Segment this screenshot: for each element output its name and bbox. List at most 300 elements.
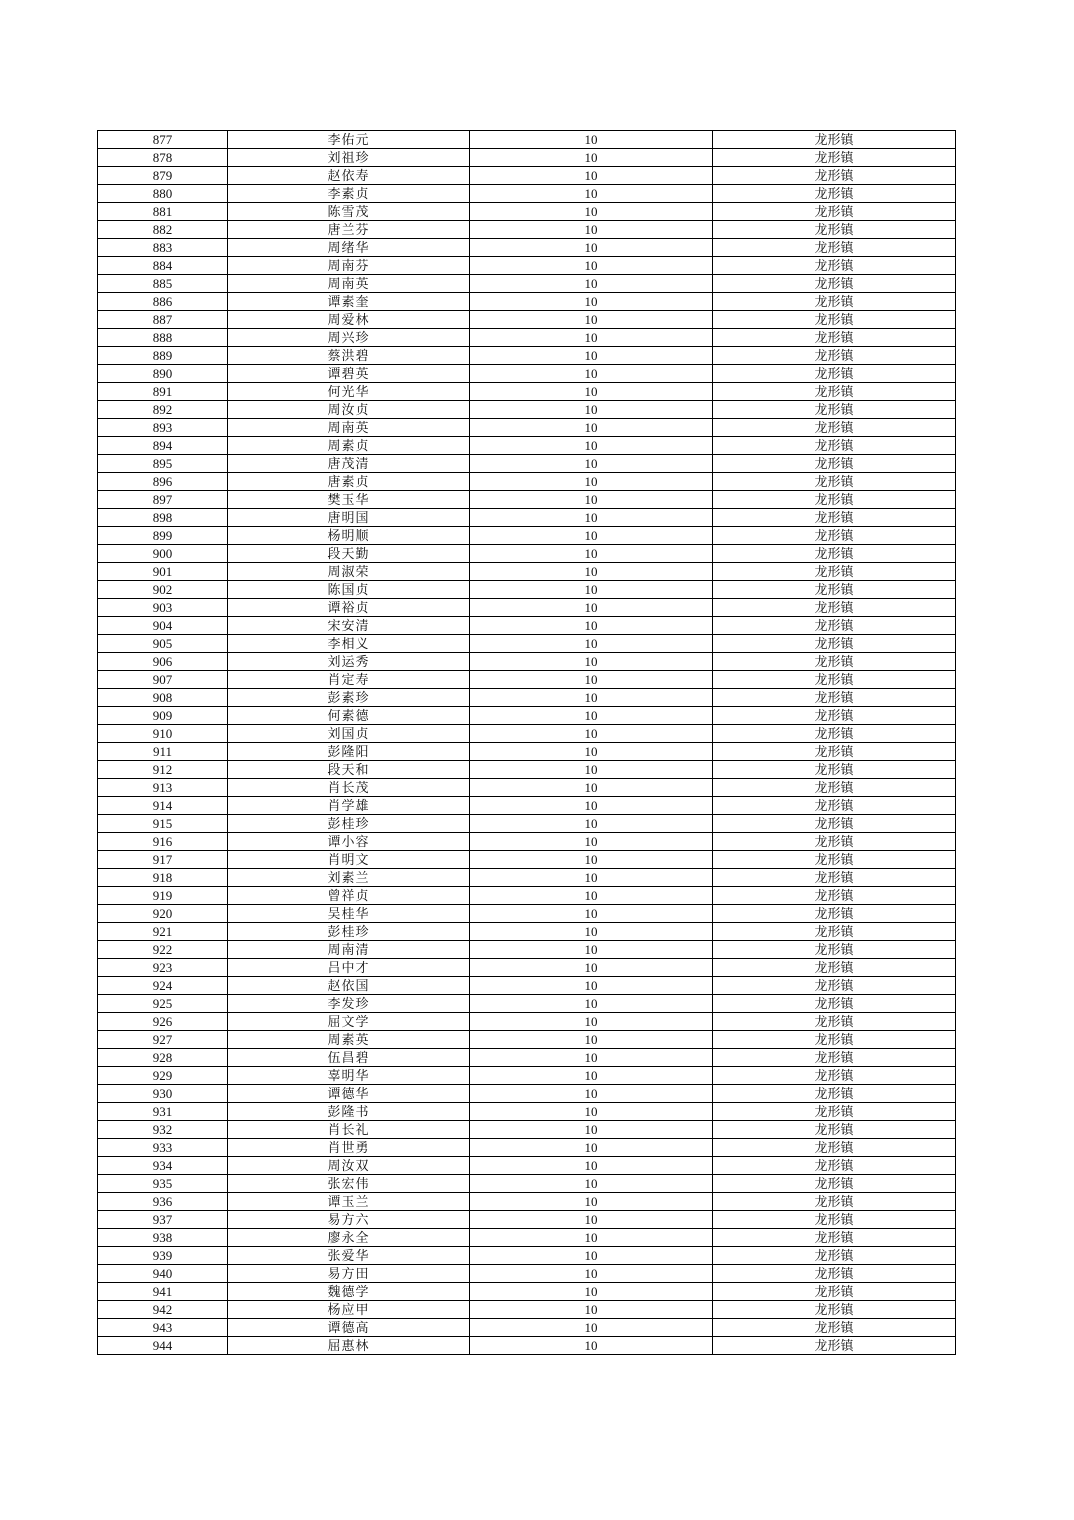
amount-cell: 10 <box>470 779 713 797</box>
table-row <box>98 1175 956 1193</box>
amount-cell: 10 <box>470 1265 713 1283</box>
table-row <box>98 905 956 923</box>
amount-cell: 10 <box>470 833 713 851</box>
row-number-cell: 894 <box>98 437 228 455</box>
amount-cell: 10 <box>470 1319 713 1337</box>
table-row <box>98 1139 956 1157</box>
amount-cell: 10 <box>470 905 713 923</box>
town-cell: 龙形镇 <box>713 509 956 527</box>
town-cell: 龙形镇 <box>713 1175 956 1193</box>
amount-cell: 10 <box>470 239 713 257</box>
town-cell: 龙形镇 <box>713 1121 956 1139</box>
name-cell: 周南清 <box>228 941 470 959</box>
town-cell: 龙形镇 <box>713 329 956 347</box>
table-row <box>98 851 956 869</box>
amount-cell: 10 <box>470 761 713 779</box>
table-row <box>98 1013 956 1031</box>
town-cell: 龙形镇 <box>713 275 956 293</box>
row-number-cell: 887 <box>98 311 228 329</box>
table-row <box>98 275 956 293</box>
amount-cell: 10 <box>470 473 713 491</box>
amount-cell: 10 <box>470 995 713 1013</box>
town-cell: 龙形镇 <box>713 239 956 257</box>
table-row <box>98 959 956 977</box>
name-cell: 周汝双 <box>228 1157 470 1175</box>
town-cell: 龙形镇 <box>713 1301 956 1319</box>
amount-cell: 10 <box>470 383 713 401</box>
town-cell: 龙形镇 <box>713 1265 956 1283</box>
town-cell: 龙形镇 <box>713 977 956 995</box>
row-number-cell: 898 <box>98 509 228 527</box>
amount-cell: 10 <box>470 437 713 455</box>
row-number-cell: 926 <box>98 1013 228 1031</box>
row-number-cell: 890 <box>98 365 228 383</box>
row-number-cell: 881 <box>98 203 228 221</box>
table-row <box>98 545 956 563</box>
name-cell: 张爱华 <box>228 1247 470 1265</box>
row-number-cell: 895 <box>98 455 228 473</box>
name-cell: 陈雪茂 <box>228 203 470 221</box>
amount-cell: 10 <box>470 1301 713 1319</box>
row-number-cell: 941 <box>98 1283 228 1301</box>
table-row <box>98 311 956 329</box>
town-cell: 龙形镇 <box>713 185 956 203</box>
name-cell: 易方六 <box>228 1211 470 1229</box>
amount-cell: 10 <box>470 869 713 887</box>
row-number-cell: 878 <box>98 149 228 167</box>
name-cell: 何素德 <box>228 707 470 725</box>
amount-cell: 10 <box>470 1067 713 1085</box>
town-cell: 龙形镇 <box>713 1319 956 1337</box>
town-cell: 龙形镇 <box>713 347 956 365</box>
amount-cell: 10 <box>470 689 713 707</box>
amount-cell: 10 <box>470 545 713 563</box>
table-row <box>98 203 956 221</box>
amount-cell: 10 <box>470 131 713 149</box>
name-cell: 肖世勇 <box>228 1139 470 1157</box>
table-row <box>98 635 956 653</box>
name-cell: 彭桂珍 <box>228 923 470 941</box>
town-cell: 龙形镇 <box>713 689 956 707</box>
table-row <box>98 1247 956 1265</box>
amount-cell: 10 <box>470 1283 713 1301</box>
name-cell: 刘国贞 <box>228 725 470 743</box>
name-cell: 赵依寿 <box>228 167 470 185</box>
row-number-cell: 925 <box>98 995 228 1013</box>
town-cell: 龙形镇 <box>713 581 956 599</box>
town-cell: 龙形镇 <box>713 1139 956 1157</box>
row-number-cell: 944 <box>98 1337 228 1355</box>
table-row <box>98 761 956 779</box>
table-row <box>98 473 956 491</box>
table-row <box>98 581 956 599</box>
town-cell: 龙形镇 <box>713 779 956 797</box>
row-number-cell: 914 <box>98 797 228 815</box>
row-number-cell: 936 <box>98 1193 228 1211</box>
row-number-cell: 912 <box>98 761 228 779</box>
row-number-cell: 922 <box>98 941 228 959</box>
name-cell: 杨应甲 <box>228 1301 470 1319</box>
amount-cell: 10 <box>470 1085 713 1103</box>
table-row <box>98 923 956 941</box>
name-cell: 樊玉华 <box>228 491 470 509</box>
town-cell: 龙形镇 <box>713 1157 956 1175</box>
table-row <box>98 671 956 689</box>
row-number-cell: 931 <box>98 1103 228 1121</box>
amount-cell: 10 <box>470 1139 713 1157</box>
row-number-cell: 893 <box>98 419 228 437</box>
amount-cell: 10 <box>470 653 713 671</box>
town-cell: 龙形镇 <box>713 743 956 761</box>
town-cell: 龙形镇 <box>713 1049 956 1067</box>
town-cell: 龙形镇 <box>713 1211 956 1229</box>
table-row <box>98 617 956 635</box>
name-cell: 周素贞 <box>228 437 470 455</box>
row-number-cell: 942 <box>98 1301 228 1319</box>
town-cell: 龙形镇 <box>713 1067 956 1085</box>
name-cell: 何光华 <box>228 383 470 401</box>
row-number-cell: 913 <box>98 779 228 797</box>
amount-cell: 10 <box>470 1229 713 1247</box>
row-number-cell: 924 <box>98 977 228 995</box>
table-row <box>98 1211 956 1229</box>
table-row <box>98 689 956 707</box>
name-cell: 唐明国 <box>228 509 470 527</box>
table-row <box>98 185 956 203</box>
amount-cell: 10 <box>470 1013 713 1031</box>
town-cell: 龙形镇 <box>713 545 956 563</box>
row-number-cell: 915 <box>98 815 228 833</box>
table-row <box>98 149 956 167</box>
amount-cell: 10 <box>470 149 713 167</box>
town-cell: 龙形镇 <box>713 563 956 581</box>
amount-cell: 10 <box>470 635 713 653</box>
town-cell: 龙形镇 <box>713 905 956 923</box>
row-number-cell: 917 <box>98 851 228 869</box>
name-cell: 肖学雄 <box>228 797 470 815</box>
amount-cell: 10 <box>470 923 713 941</box>
table-row <box>98 563 956 581</box>
town-cell: 龙形镇 <box>713 257 956 275</box>
table-row <box>98 1085 956 1103</box>
row-number-cell: 930 <box>98 1085 228 1103</box>
town-cell: 龙形镇 <box>713 887 956 905</box>
table-row <box>98 1157 956 1175</box>
amount-cell: 10 <box>470 347 713 365</box>
row-number-cell: 934 <box>98 1157 228 1175</box>
name-cell: 周素英 <box>228 1031 470 1049</box>
amount-cell: 10 <box>470 851 713 869</box>
amount-cell: 10 <box>470 491 713 509</box>
table-row <box>98 743 956 761</box>
amount-cell: 10 <box>470 167 713 185</box>
name-cell: 唐兰芬 <box>228 221 470 239</box>
table-row <box>98 725 956 743</box>
table-row <box>98 815 956 833</box>
amount-cell: 10 <box>470 1049 713 1067</box>
table-row <box>98 995 956 1013</box>
name-cell: 吕中才 <box>228 959 470 977</box>
table-row <box>98 131 956 149</box>
town-cell: 龙形镇 <box>713 293 956 311</box>
row-number-cell: 883 <box>98 239 228 257</box>
amount-cell: 10 <box>470 707 713 725</box>
amount-cell: 10 <box>470 257 713 275</box>
row-number-cell: 918 <box>98 869 228 887</box>
town-cell: 龙形镇 <box>713 221 956 239</box>
amount-cell: 10 <box>470 671 713 689</box>
table-row <box>98 365 956 383</box>
row-number-cell: 900 <box>98 545 228 563</box>
name-cell: 谭小容 <box>228 833 470 851</box>
name-cell: 谭德华 <box>228 1085 470 1103</box>
row-number-cell: 909 <box>98 707 228 725</box>
name-cell: 谭德高 <box>228 1319 470 1337</box>
name-cell: 周南英 <box>228 275 470 293</box>
row-number-cell: 905 <box>98 635 228 653</box>
row-number-cell: 879 <box>98 167 228 185</box>
row-number-cell: 938 <box>98 1229 228 1247</box>
town-cell: 龙形镇 <box>713 995 956 1013</box>
row-number-cell: 908 <box>98 689 228 707</box>
town-cell: 龙形镇 <box>713 527 956 545</box>
town-cell: 龙形镇 <box>713 1031 956 1049</box>
name-cell: 段天和 <box>228 761 470 779</box>
row-number-cell: 906 <box>98 653 228 671</box>
row-number-cell: 927 <box>98 1031 228 1049</box>
town-cell: 龙形镇 <box>713 815 956 833</box>
name-cell: 谭素奎 <box>228 293 470 311</box>
amount-cell: 10 <box>470 1193 713 1211</box>
table-row <box>98 1193 956 1211</box>
name-cell: 赵依国 <box>228 977 470 995</box>
name-cell: 宋安清 <box>228 617 470 635</box>
row-number-cell: 911 <box>98 743 228 761</box>
town-cell: 龙形镇 <box>713 203 956 221</box>
table-row <box>98 1301 956 1319</box>
name-cell: 彭隆阳 <box>228 743 470 761</box>
amount-cell: 10 <box>470 365 713 383</box>
name-cell: 周汝贞 <box>228 401 470 419</box>
name-cell: 周绪华 <box>228 239 470 257</box>
table-row <box>98 239 956 257</box>
name-cell: 段天勤 <box>228 545 470 563</box>
row-number-cell: 928 <box>98 1049 228 1067</box>
table-row <box>98 869 956 887</box>
town-cell: 龙形镇 <box>713 437 956 455</box>
name-cell: 李佑元 <box>228 131 470 149</box>
row-number-cell: 920 <box>98 905 228 923</box>
row-number-cell: 901 <box>98 563 228 581</box>
town-cell: 龙形镇 <box>713 419 956 437</box>
table-row <box>98 401 956 419</box>
amount-cell: 10 <box>470 1103 713 1121</box>
row-number-cell: 899 <box>98 527 228 545</box>
name-cell: 彭隆书 <box>228 1103 470 1121</box>
table-row <box>98 887 956 905</box>
row-number-cell: 932 <box>98 1121 228 1139</box>
amount-cell: 10 <box>470 959 713 977</box>
town-cell: 龙形镇 <box>713 923 956 941</box>
row-number-cell: 939 <box>98 1247 228 1265</box>
row-number-cell: 929 <box>98 1067 228 1085</box>
table-row <box>98 599 956 617</box>
amount-cell: 10 <box>470 1157 713 1175</box>
row-number-cell: 933 <box>98 1139 228 1157</box>
town-cell: 龙形镇 <box>713 383 956 401</box>
name-cell: 曾祥贞 <box>228 887 470 905</box>
name-cell: 辜明华 <box>228 1067 470 1085</box>
town-cell: 龙形镇 <box>713 491 956 509</box>
row-number-cell: 885 <box>98 275 228 293</box>
row-number-cell: 923 <box>98 959 228 977</box>
name-cell: 杨明顺 <box>228 527 470 545</box>
name-cell: 周南英 <box>228 419 470 437</box>
table-row <box>98 509 956 527</box>
name-cell: 李相义 <box>228 635 470 653</box>
name-cell: 唐茂清 <box>228 455 470 473</box>
name-cell: 肖明文 <box>228 851 470 869</box>
name-cell: 彭素珍 <box>228 689 470 707</box>
town-cell: 龙形镇 <box>713 959 956 977</box>
name-cell: 肖长礼 <box>228 1121 470 1139</box>
name-cell: 周兴珍 <box>228 329 470 347</box>
table-row <box>98 977 956 995</box>
amount-cell: 10 <box>470 1031 713 1049</box>
town-cell: 龙形镇 <box>713 797 956 815</box>
town-cell: 龙形镇 <box>713 1229 956 1247</box>
amount-cell: 10 <box>470 185 713 203</box>
town-cell: 龙形镇 <box>713 149 956 167</box>
amount-cell: 10 <box>470 509 713 527</box>
table-row <box>98 221 956 239</box>
table-row <box>98 833 956 851</box>
table-row <box>98 1265 956 1283</box>
town-cell: 龙形镇 <box>713 1193 956 1211</box>
name-cell: 屈惠林 <box>228 1337 470 1355</box>
name-cell: 蔡洪碧 <box>228 347 470 365</box>
name-cell: 易方田 <box>228 1265 470 1283</box>
name-cell: 廖永全 <box>228 1229 470 1247</box>
table-row <box>98 383 956 401</box>
roster-table <box>97 130 956 1355</box>
town-cell: 龙形镇 <box>713 1283 956 1301</box>
row-number-cell: 891 <box>98 383 228 401</box>
row-number-cell: 940 <box>98 1265 228 1283</box>
town-cell: 龙形镇 <box>713 167 956 185</box>
table-row <box>98 419 956 437</box>
name-cell: 魏德学 <box>228 1283 470 1301</box>
row-number-cell: 884 <box>98 257 228 275</box>
name-cell: 刘素兰 <box>228 869 470 887</box>
town-cell: 龙形镇 <box>713 869 956 887</box>
town-cell: 龙形镇 <box>713 1247 956 1265</box>
name-cell: 刘祖珍 <box>228 149 470 167</box>
amount-cell: 10 <box>470 581 713 599</box>
table-row <box>98 347 956 365</box>
name-cell: 周爱林 <box>228 311 470 329</box>
town-cell: 龙形镇 <box>713 1337 956 1355</box>
amount-cell: 10 <box>470 599 713 617</box>
town-cell: 龙形镇 <box>713 617 956 635</box>
name-cell: 周南芬 <box>228 257 470 275</box>
table-row <box>98 779 956 797</box>
amount-cell: 10 <box>470 293 713 311</box>
town-cell: 龙形镇 <box>713 473 956 491</box>
table-row <box>98 329 956 347</box>
amount-cell: 10 <box>470 815 713 833</box>
row-number-cell: 888 <box>98 329 228 347</box>
row-number-cell: 935 <box>98 1175 228 1193</box>
amount-cell: 10 <box>470 941 713 959</box>
amount-cell: 10 <box>470 275 713 293</box>
town-cell: 龙形镇 <box>713 707 956 725</box>
town-cell: 龙形镇 <box>713 1013 956 1031</box>
row-number-cell: 880 <box>98 185 228 203</box>
table-row <box>98 1103 956 1121</box>
name-cell: 唐素贞 <box>228 473 470 491</box>
town-cell: 龙形镇 <box>713 725 956 743</box>
name-cell: 屈文学 <box>228 1013 470 1031</box>
name-cell: 周淑荣 <box>228 563 470 581</box>
table-row <box>98 1337 956 1355</box>
table-row <box>98 491 956 509</box>
amount-cell: 10 <box>470 419 713 437</box>
town-cell: 龙形镇 <box>713 671 956 689</box>
amount-cell: 10 <box>470 203 713 221</box>
table-row <box>98 941 956 959</box>
amount-cell: 10 <box>470 401 713 419</box>
name-cell: 谭碧英 <box>228 365 470 383</box>
name-cell: 肖长茂 <box>228 779 470 797</box>
amount-cell: 10 <box>470 797 713 815</box>
table-row <box>98 797 956 815</box>
town-cell: 龙形镇 <box>713 851 956 869</box>
amount-cell: 10 <box>470 1121 713 1139</box>
town-cell: 龙形镇 <box>713 1103 956 1121</box>
row-number-cell: 921 <box>98 923 228 941</box>
row-number-cell: 907 <box>98 671 228 689</box>
name-cell: 伍昌碧 <box>228 1049 470 1067</box>
town-cell: 龙形镇 <box>713 761 956 779</box>
name-cell: 彭桂珍 <box>228 815 470 833</box>
table-row <box>98 455 956 473</box>
table-row <box>98 1031 956 1049</box>
town-cell: 龙形镇 <box>713 1085 956 1103</box>
amount-cell: 10 <box>470 221 713 239</box>
amount-cell: 10 <box>470 1337 713 1355</box>
name-cell: 谭玉兰 <box>228 1193 470 1211</box>
row-number-cell: 892 <box>98 401 228 419</box>
row-number-cell: 889 <box>98 347 228 365</box>
amount-cell: 10 <box>470 1211 713 1229</box>
name-cell: 张宏伟 <box>228 1175 470 1193</box>
name-cell: 肖定寿 <box>228 671 470 689</box>
town-cell: 龙形镇 <box>713 635 956 653</box>
name-cell: 李素贞 <box>228 185 470 203</box>
row-number-cell: 903 <box>98 599 228 617</box>
name-cell: 刘运秀 <box>228 653 470 671</box>
amount-cell: 10 <box>470 527 713 545</box>
town-cell: 龙形镇 <box>713 401 956 419</box>
amount-cell: 10 <box>470 311 713 329</box>
town-cell: 龙形镇 <box>713 455 956 473</box>
roster-table-body <box>98 131 956 1355</box>
table-row <box>98 653 956 671</box>
town-cell: 龙形镇 <box>713 941 956 959</box>
table-row <box>98 1283 956 1301</box>
row-number-cell: 897 <box>98 491 228 509</box>
